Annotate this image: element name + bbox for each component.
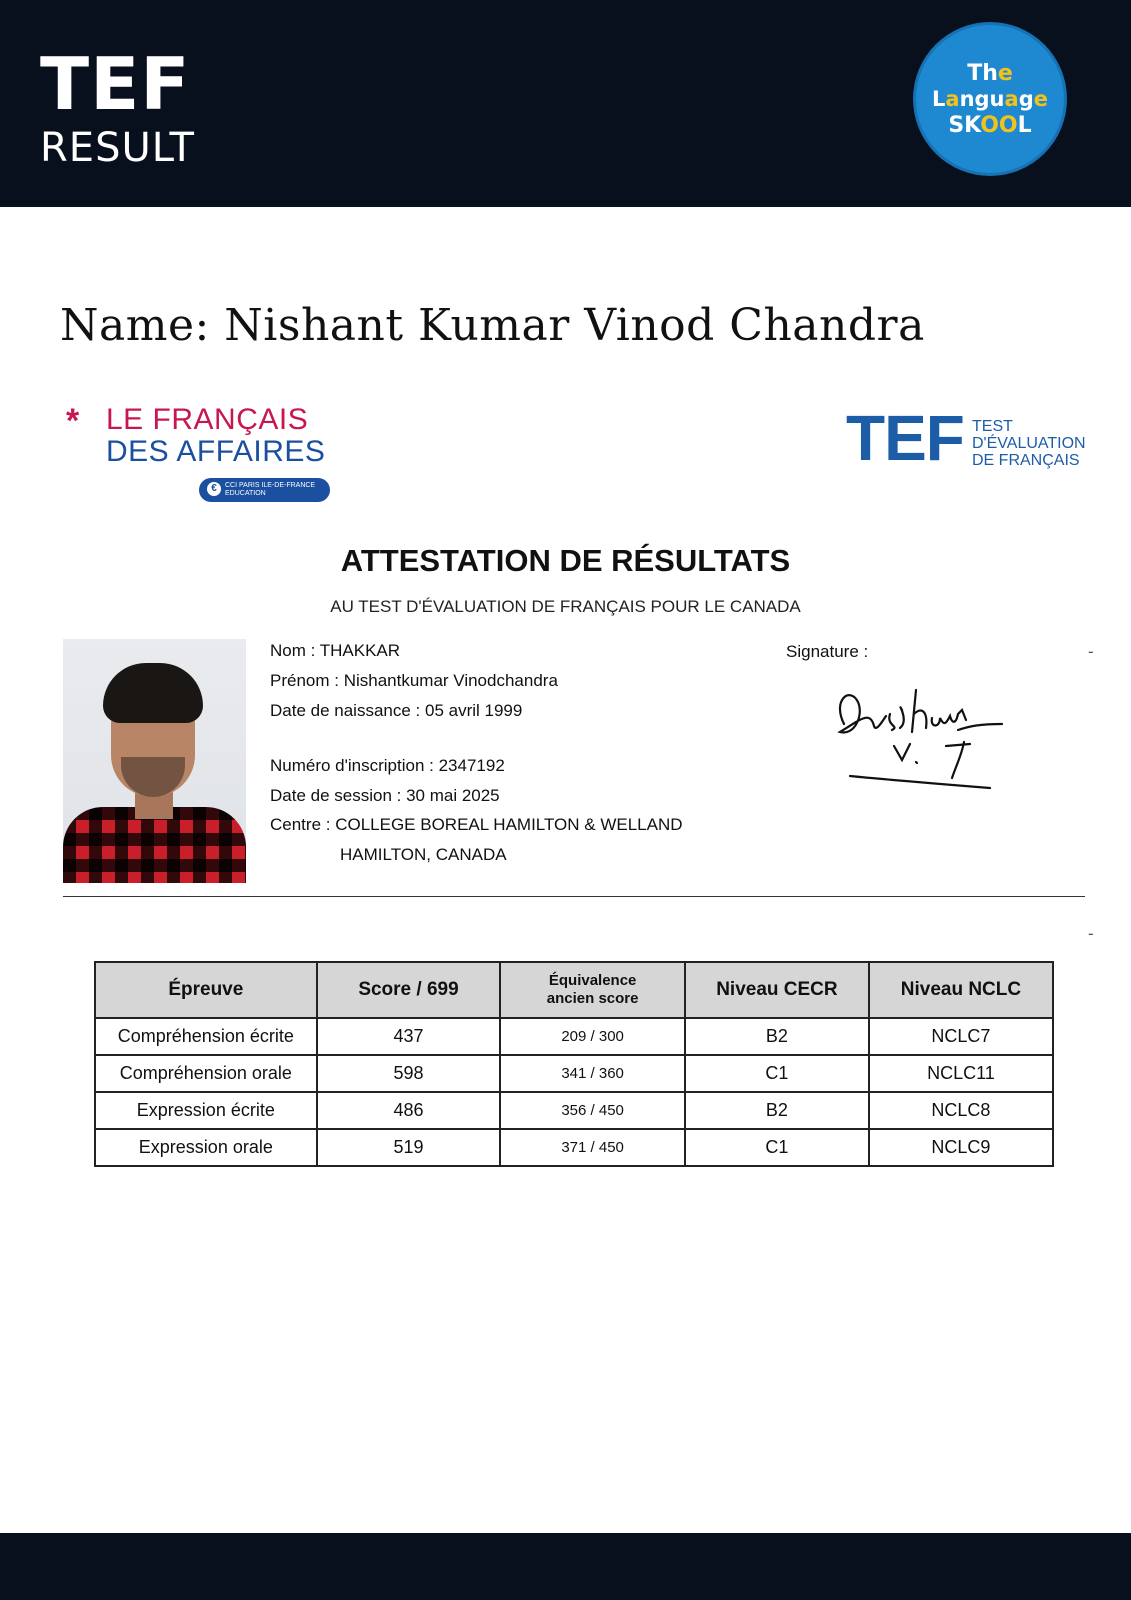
tef-logo: TEF TEST D'ÉVALUATION DE FRANÇAIS bbox=[846, 402, 1086, 474]
language-skool-logo: The Language SKOOL bbox=[916, 25, 1064, 173]
results-table bbox=[94, 961, 1054, 1167]
info-centre: Centre : COLLEGE BOREAL HAMILTON & WELLAND bbox=[270, 815, 683, 834]
table-row bbox=[95, 1018, 1053, 1055]
candidate-name: Name: Nishant Kumar Vinod Chandra bbox=[60, 300, 925, 351]
cell-equivalence: 356 / 450 bbox=[500, 1092, 685, 1129]
table-row bbox=[95, 1055, 1053, 1092]
cell-score: 437 bbox=[317, 1018, 501, 1055]
cell-nclc: NCLC11 bbox=[869, 1055, 1053, 1092]
table-row bbox=[95, 1092, 1053, 1129]
cell-cecr: C1 bbox=[685, 1055, 869, 1092]
column-header: Équivalence ancien score bbox=[500, 962, 685, 1018]
table-row bbox=[95, 1129, 1053, 1166]
column-header: Score / 699 bbox=[317, 962, 501, 1018]
cell-epreuve: Compréhension écrite bbox=[95, 1018, 317, 1055]
cell-cecr: C1 bbox=[685, 1129, 869, 1166]
cell-score: 519 bbox=[317, 1129, 501, 1166]
cell-epreuve: Expression orale bbox=[95, 1129, 317, 1166]
cell-epreuve: Expression écrite bbox=[95, 1092, 317, 1129]
cell-equivalence: 371 / 450 bbox=[500, 1129, 685, 1166]
header-title: TEF bbox=[40, 42, 191, 126]
section-divider bbox=[63, 896, 1085, 897]
cell-nclc: NCLC9 bbox=[869, 1129, 1053, 1166]
column-header: Niveau CECR bbox=[685, 962, 869, 1018]
le-francais-des-affaires-logo: * LE FRANÇAIS DES AFFAIRES € CCI PARIS ILE-DE-FRANCE EDUCATION bbox=[66, 404, 346, 504]
cell-cecr: B2 bbox=[685, 1018, 869, 1055]
info-centre-location: HAMILTON, CANADA bbox=[340, 845, 507, 864]
info-nom: Nom : THAKKAR bbox=[270, 641, 401, 660]
attestation-title: ATTESTATION DE RÉSULTATS bbox=[340, 543, 791, 578]
dash-mark: - bbox=[1088, 642, 1094, 661]
table-header-row bbox=[95, 962, 1053, 1018]
cell-cecr: B2 bbox=[685, 1092, 869, 1129]
info-registration-number: Numéro d'inscription : 2347192 bbox=[270, 756, 505, 775]
info-session-date: Date de session : 30 mai 2025 bbox=[270, 786, 500, 805]
cell-equivalence: 209 / 300 bbox=[500, 1018, 685, 1055]
dash-mark: - bbox=[1088, 924, 1094, 943]
cci-badge: € CCI PARIS ILE-DE-FRANCE EDUCATION bbox=[199, 478, 330, 502]
footer-bar bbox=[0, 1533, 1131, 1600]
cell-score: 486 bbox=[317, 1092, 501, 1129]
candidate-photo bbox=[63, 639, 246, 883]
info-birthdate: Date de naissance : 05 avril 1999 bbox=[270, 701, 523, 720]
column-header: Épreuve bbox=[95, 962, 317, 1018]
cell-nclc: NCLC8 bbox=[869, 1092, 1053, 1129]
handwritten-signature bbox=[830, 680, 1020, 800]
attestation-subtitle: AU TEST D'ÉVALUATION DE FRANÇAIS POUR LE CANADA bbox=[330, 597, 801, 616]
cell-nclc: NCLC7 bbox=[869, 1018, 1053, 1055]
column-header: Niveau NCLC bbox=[869, 962, 1053, 1018]
signature-label: Signature : bbox=[786, 642, 869, 661]
cell-equivalence: 341 / 360 bbox=[500, 1055, 685, 1092]
header-bar bbox=[0, 0, 1131, 207]
info-prenom: Prénom : Nishantkumar Vinodchandra bbox=[270, 671, 558, 690]
cell-epreuve: Compréhension orale bbox=[95, 1055, 317, 1092]
header-subtitle: RESULT bbox=[40, 125, 195, 171]
cell-score: 598 bbox=[317, 1055, 501, 1092]
